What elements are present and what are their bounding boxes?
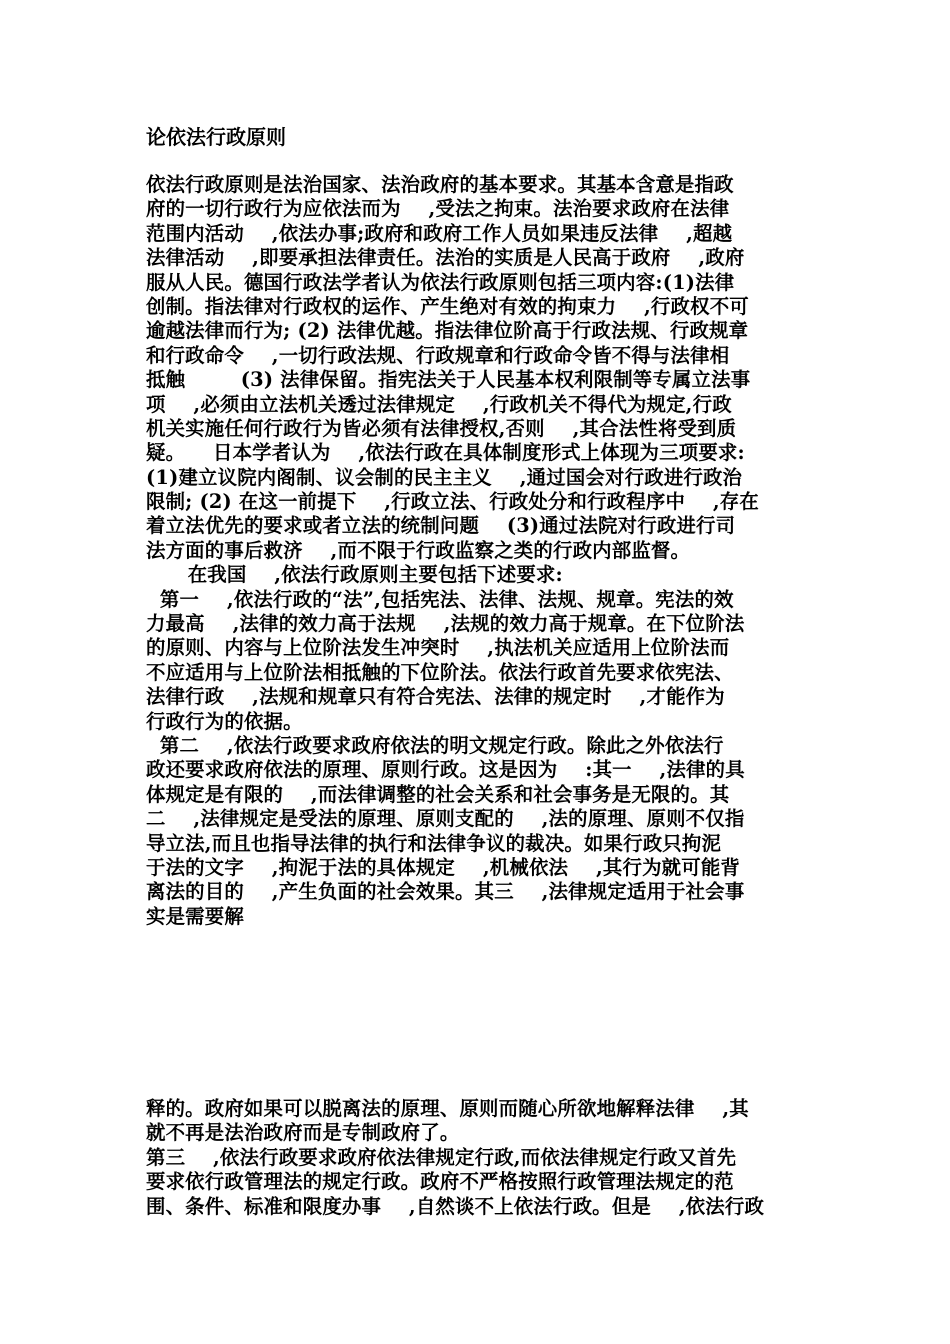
text-line: 释的。政府如果可以脱离法的原理、原则而随心所欲地解释法律 ,其 — [146, 1097, 749, 1120]
text-line: 离法的目的 ,产生负面的社会效果。其三 ,法律规定适用于社会事 — [146, 880, 745, 904]
text-line: 范围内活动 ,依法办事;政府和政府工作人员如果违反法律 ,超越 — [146, 221, 733, 245]
text-line: 府的一切行政行为应依法而为 ,受法之拘束。法治要求政府在法律 — [146, 197, 730, 221]
text-line: 力最高 ,法律的效力高于法规 ,法规的效力高于规章。在下位阶法 — [146, 612, 745, 636]
text-line: 的原则、内容与上位阶法发生冲突时 ,执法机关应适用上位阶法而 — [146, 636, 730, 660]
text-line: 于法的文字 ,拘泥于法的具体规定 ,机械依法 ,其行为就可能背 — [146, 855, 741, 879]
text-line: 体规定是有限的 ,而法律调整的社会关系和社会事务是无限的。其 — [146, 782, 730, 806]
text-line: 机关实施任何行政行为皆必须有法律授权,否则 ,其合法性将受到质 — [146, 416, 737, 440]
text-line: 在我国 ,依法行政原则主要包括下述要求: — [146, 563, 563, 587]
text-line: 逾越法律而行为; (2) 法律优越。指法律位阶高于行政法规、行政规章 — [146, 319, 749, 343]
text-line: 政还要求政府依法的原理、原则行政。这是因为 :其一 ,法律的具 — [146, 758, 745, 782]
text-line: 着立法优先的要求或者立法的统制问题 (3)通过法院对行政进行司 — [146, 514, 736, 538]
text-line: 第一 ,依法行政的“法”,包括宪法、法律、法规、规章。宪法的效 — [146, 587, 734, 611]
text-line: (1)建立议院内阁制、议会制的民主主义 ,通过国会对行政进行政治 — [146, 465, 743, 489]
text-line: 第三 ,依法行政要求政府依法律规定行政,而依法律规定行政又首先 — [146, 1145, 737, 1169]
text-line: 创制。指法律对行政权的运作、产生绝对有效的拘束力 ,行政权不可 — [146, 294, 749, 318]
text-line: 围、条件、标准和限度办事 ,自然谈不上依法行政。但是 ,依法行政 — [146, 1194, 765, 1218]
text-line: 就不再是法治政府而是专制政府了。 — [146, 1121, 460, 1145]
text-line: 要求依行政管理法的规定行政。政府不严格按照行政管理法规定的范 — [146, 1170, 734, 1194]
text-line: 法律行政 ,法规和规章只有符合宪法、法律的规定时 ,才能作为 — [146, 685, 725, 709]
document-title: 论依法行政原则 — [146, 125, 286, 149]
text-line: 不应适用与上位阶法相抵触的下位阶法。依法行政首先要求依宪法、 — [146, 660, 734, 684]
text-line: 项 ,必须由立法机关透过法律规定 ,行政机关不得代为规定,行政 — [146, 392, 732, 416]
text-line: 法方面的事后救济 ,而不限于行政监察之类的行政内部监督。 — [146, 538, 691, 562]
text-line: 限制; (2) 在这一前提下 ,行政立法、行政处分和行政程序中 ,存在 — [146, 490, 759, 514]
text-line: 行政行为的依据。 — [146, 709, 303, 733]
text-line: 疑。 日本学者认为 ,依法行政在具体制度形式上体现为三项要求: — [146, 441, 745, 465]
text-line: 实是需要解 — [146, 904, 244, 928]
text-line: 服从人民。德国行政法学者认为依法行政原则包括三项内容:(1)法律 — [146, 270, 735, 294]
text-line: 和行政命令 ,一切行政法规、行政规章和行政命令皆不得与法律相 — [146, 343, 730, 367]
text-line: 第二 ,依法行政要求政府依法的明文规定行政。除此之外依法行 — [146, 733, 724, 757]
text-line: 导立法,而且也指导法律的执行和法律争议的裁决。如果行政只拘泥 — [146, 831, 722, 855]
text-line: 法律活动 ,即要承担法律责任。法治的实质是人民高于政府 ,政府 — [146, 246, 745, 270]
text-line: 依法行政原则是法治国家、法治政府的基本要求。其基本含意是指政 — [146, 173, 734, 196]
text-line: 抵触 (3) 法律保留。指宪法关于人民基本权利限制等专属立法事 — [146, 368, 751, 392]
body-text-block-1 — [146, 173, 808, 929]
text-line: 二 ,法律规定是受法的原理、原则支配的 ,法的原理、原则不仅指 — [146, 807, 745, 831]
body-text-block-2 — [146, 1097, 808, 1219]
